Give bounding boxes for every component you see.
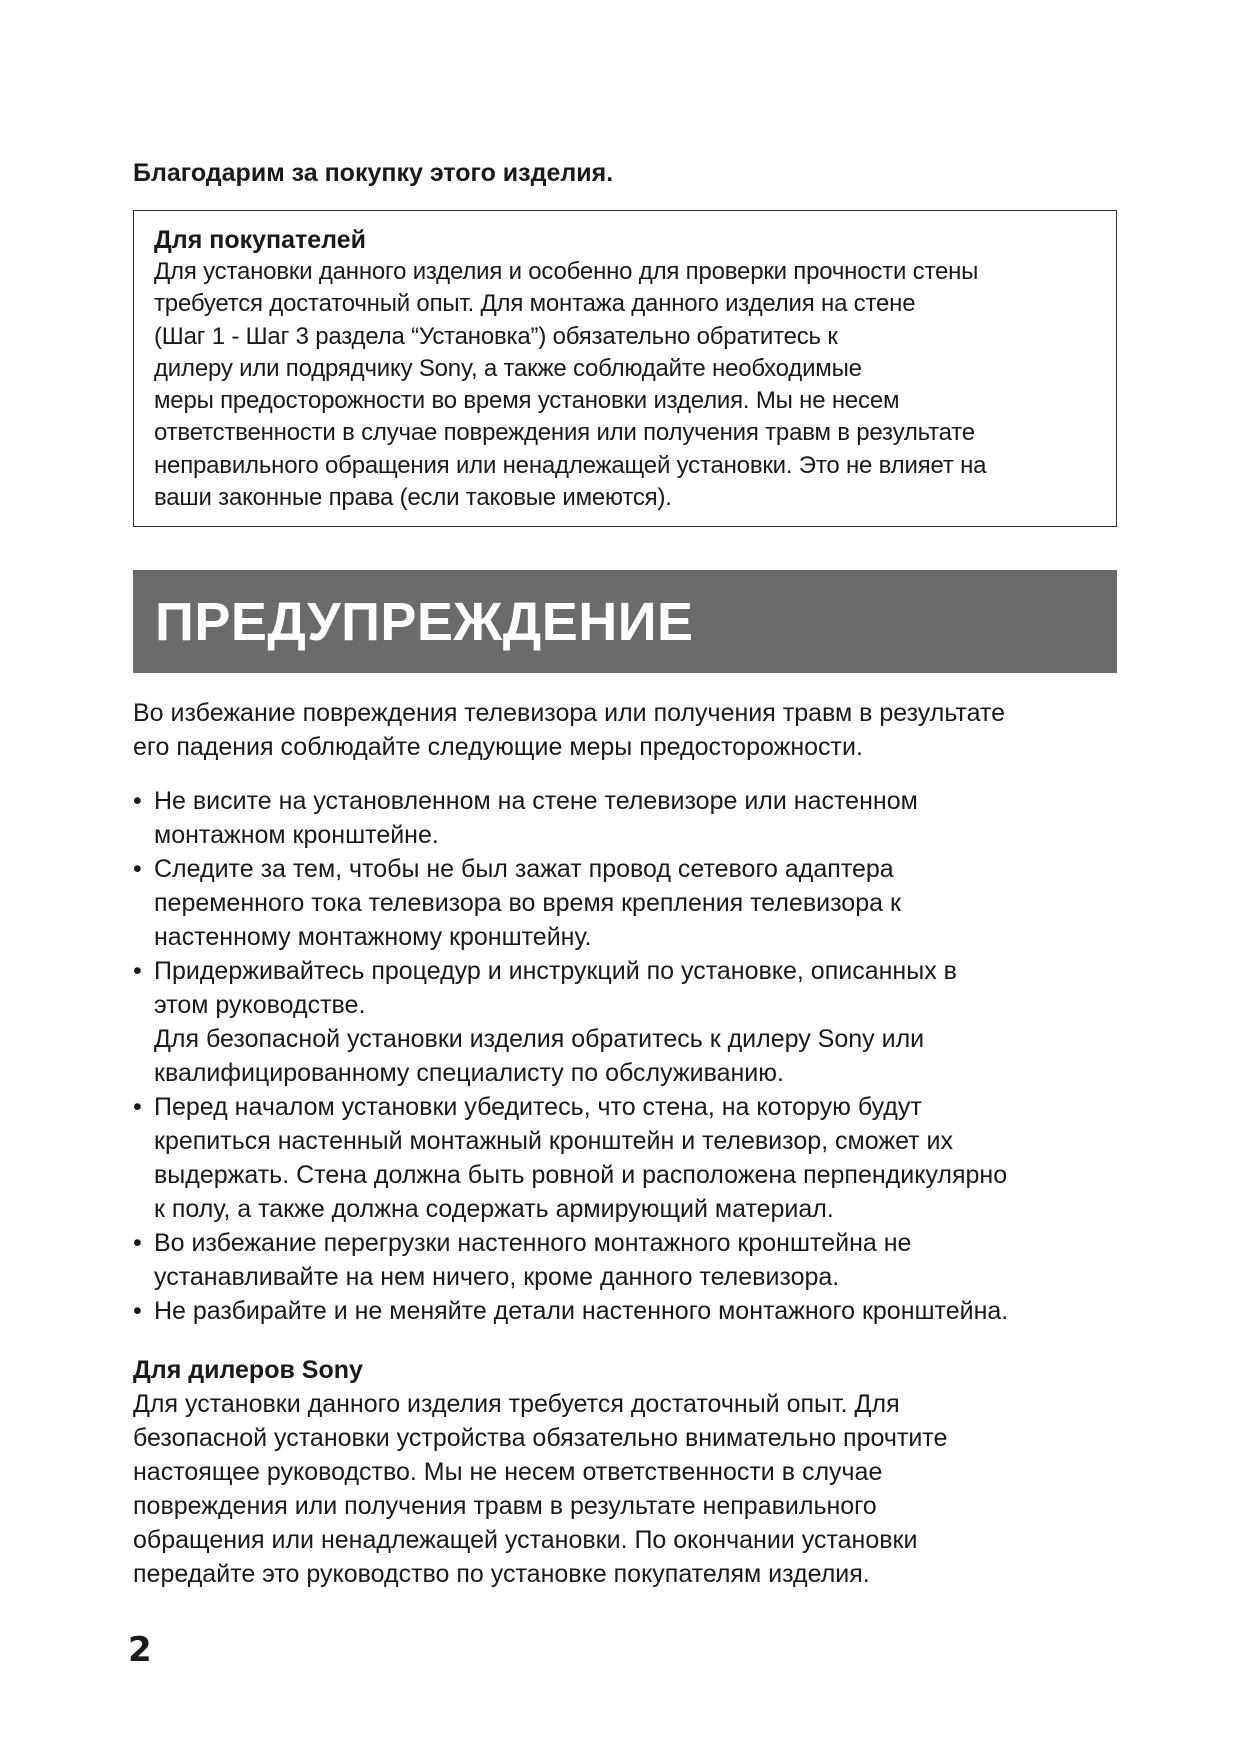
customers-line: Для установки данного изделия и особенно для проверки прочности стены xyxy=(154,258,979,285)
dealers-line: безопасной установки устройства обязательно внимательно прочтите xyxy=(133,1424,948,1452)
list-item xyxy=(133,852,1117,954)
bullet-line: квалифицированному специалисту по обслуживанию. xyxy=(154,1059,784,1087)
warning-title: ПРЕДУПРЕЖДЕНИЕ xyxy=(155,591,694,652)
bullet-line: Следите за тем, чтобы не был зажат провод сетевого адаптера xyxy=(154,855,894,883)
page-number: 2 xyxy=(128,1630,152,1670)
customers-line: дилеру или подрядчику Sony, а также соблюдайте необходимые xyxy=(154,354,862,382)
bullet-line: переменного тока телевизора во время крепления телевизора к xyxy=(154,889,901,917)
customers-text xyxy=(154,256,1096,514)
dealers-text xyxy=(133,1387,1117,1591)
list-item xyxy=(133,1226,1117,1294)
list-item xyxy=(133,784,1117,852)
dealers-line: Для установки данного изделия требуется достаточный опыт. Для xyxy=(133,1390,900,1418)
dealers-line: повреждения или получения травм в результате неправильного xyxy=(133,1492,877,1520)
warning-bullet-list xyxy=(133,784,1117,1328)
customers-line: (Шаг 1 - Шаг 3 раздела “Установка”) обязательно обратитесь к xyxy=(154,322,838,350)
bullet-line: устанавливайте на нем ничего, кроме данного телевизора. xyxy=(154,1263,840,1291)
warning-banner xyxy=(133,570,1117,673)
dealers-heading: Для дилеров Sony xyxy=(133,1356,363,1384)
bullet-line: этом руководстве. xyxy=(154,991,366,1019)
dealers-line: передайте это руководство по установке покупателям изделия. xyxy=(133,1560,870,1588)
bullet-line: Придерживайтесь процедур и инструкций по установке, описанных в xyxy=(154,957,957,985)
customers-line: меры предосторожности во время установки изделия. Мы не несем xyxy=(154,387,900,415)
bullet-line: Не разбирайте и не меняйте детали настенного монтажного кронштейна. xyxy=(154,1297,1009,1325)
customers-line: ваши законные права (если таковые имеются). xyxy=(154,484,672,512)
customers-notice-box xyxy=(133,210,1117,527)
customers-line: неправильного обращения или ненадлежащей установки. Это не влияет на xyxy=(154,451,987,479)
bullet-line: монтажном кронштейне. xyxy=(154,821,439,849)
bullet-line: Перед началом установки убедитесь, что стена, на которую будут xyxy=(154,1093,922,1121)
bullet-icon: • xyxy=(133,1297,142,1325)
warning-intro-line: Во избежание повреждения телевизора или получения травм в результате xyxy=(133,699,1006,727)
bullet-line: к полу, а также должна содержать армирующий материал. xyxy=(154,1195,834,1223)
bullet-icon: • xyxy=(133,1093,142,1121)
warning-intro xyxy=(133,696,1117,764)
thanks-heading: Благодарим за покупку этого изделия. xyxy=(133,159,614,187)
bullet-line: Во избежание перегрузки настенного монтажного кронштейна не xyxy=(154,1229,912,1257)
bullet-line: Для безопасной установки изделия обратитесь к дилеру Sony или xyxy=(154,1025,925,1053)
customers-line: требуется достаточный опыт. Для монтажа данного изделия на стене xyxy=(154,290,916,318)
page-content xyxy=(133,150,1117,1591)
bullet-icon: • xyxy=(133,787,142,815)
customers-heading: Для покупателей xyxy=(154,226,366,254)
bullet-icon: • xyxy=(133,1229,142,1257)
customers-line: ответственности в случае повреждения или получения травм в результате xyxy=(154,419,975,447)
bullet-line: настенному монтажному кронштейну. xyxy=(154,923,592,951)
list-item xyxy=(133,1090,1117,1226)
bullet-icon: • xyxy=(133,957,142,985)
bullet-line: выдержать. Стена должна быть ровной и расположена перпендикулярно xyxy=(154,1161,1008,1189)
bullet-icon: • xyxy=(133,855,142,883)
warning-intro-line: его падения соблюдайте следующие меры предосторожности. xyxy=(133,733,863,761)
list-item xyxy=(133,1294,1117,1328)
dealers-line: обращения или ненадлежащей установки. По окончании установки xyxy=(133,1526,918,1554)
dealers-line: настоящее руководство. Мы не несем ответственности в случае xyxy=(133,1458,883,1486)
bullet-line: крепиться настенный монтажный кронштейн и телевизор, сможет их xyxy=(154,1127,953,1155)
list-item xyxy=(133,954,1117,1090)
bullet-line: Не висите на установленном на стене телевизоре или настенном xyxy=(154,787,918,815)
